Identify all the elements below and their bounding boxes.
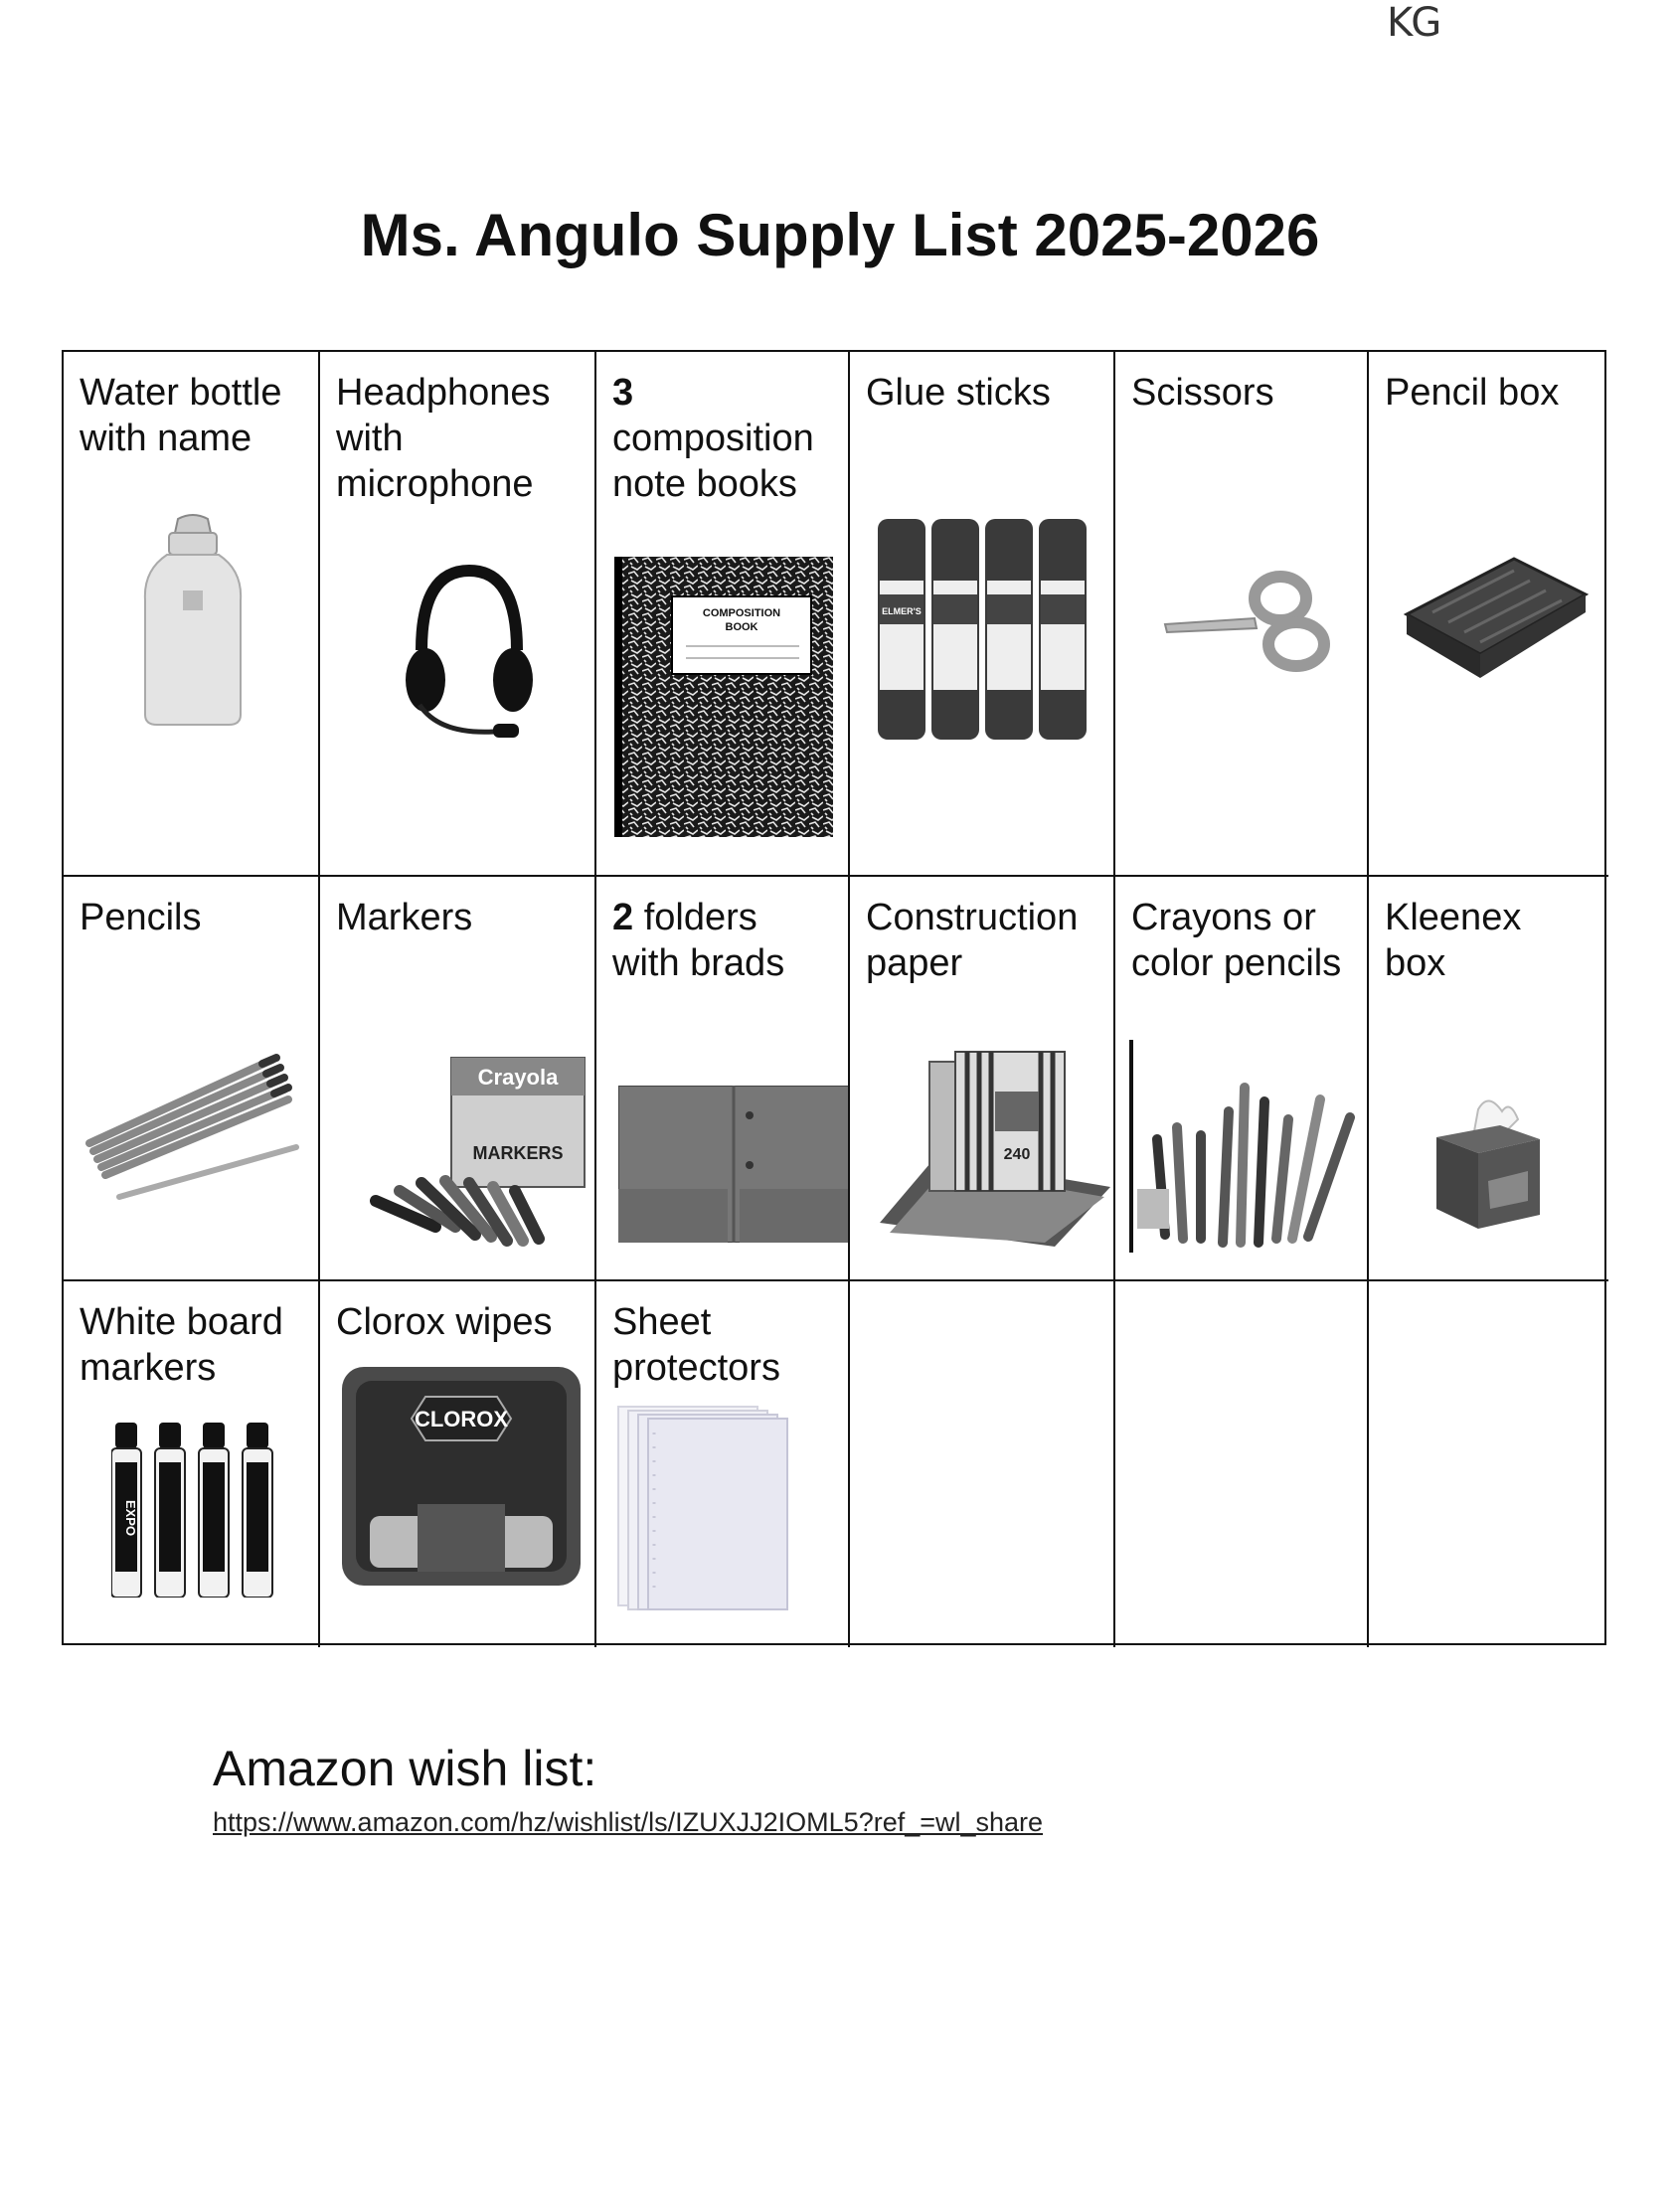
supply-label: Clorox wipes xyxy=(336,1301,553,1343)
supply-label: 3 composition note books xyxy=(612,372,814,505)
supply-cell-water-bottle xyxy=(64,352,320,877)
handwritten-class-note: KG xyxy=(1387,0,1440,46)
supply-cell-empty xyxy=(850,1281,1115,1647)
supply-cell-crayons xyxy=(1115,877,1369,1281)
supply-cell-whiteboard-markers xyxy=(64,1281,320,1647)
pencil-box-icon xyxy=(1397,551,1592,692)
sheet-protectors-icon xyxy=(614,1403,789,1613)
supply-cell-scissors xyxy=(1115,352,1369,877)
tissue-box-icon xyxy=(1428,1092,1548,1231)
crayons-icon xyxy=(1129,1040,1364,1253)
supply-cell-folders xyxy=(596,877,850,1281)
supply-cell-empty xyxy=(1115,1281,1369,1647)
supply-label: Crayons or color pencils xyxy=(1131,897,1342,984)
supply-cell-clorox-wipes xyxy=(320,1281,596,1647)
supply-cell-empty xyxy=(1369,1281,1608,1647)
folder-icon xyxy=(618,1086,849,1243)
supply-cell-glue-sticks xyxy=(850,352,1115,877)
supply-cell-sheet-protectors xyxy=(596,1281,850,1647)
composition-notebook-icon xyxy=(614,557,833,837)
supply-cell-construction-paper xyxy=(850,877,1115,1281)
supply-cell-composition-notebooks xyxy=(596,352,850,877)
supply-grid xyxy=(62,350,1606,1645)
supply-label: Scissors xyxy=(1131,372,1274,414)
markers-icon xyxy=(360,1052,588,1251)
supply-label: Water bottle with name xyxy=(80,372,282,459)
wipes-icon xyxy=(342,1367,581,1586)
amazon-wishlist-link[interactable]: https://www.amazon.com/hz/wishlist/ls/IZUXJJ2IOML5?ref_=wl_share xyxy=(213,1807,1044,1837)
notebook-cover-text: COMPOSITION BOOK xyxy=(702,607,781,633)
supply-cell-kleenex xyxy=(1369,877,1608,1281)
supply-label: Construction paper xyxy=(866,897,1079,984)
supply-label: Markers xyxy=(336,897,473,938)
headphones-icon xyxy=(400,561,539,750)
whiteboard-markers-icon xyxy=(111,1423,282,1598)
page-title: Ms. Angulo Supply List 2025-2026 xyxy=(360,202,1320,268)
supply-cell-pencil-box xyxy=(1369,352,1608,877)
supply-label: Kleenex box xyxy=(1385,897,1522,984)
glue-brand-text: ELMER'S xyxy=(882,606,922,616)
supply-cell-headphones xyxy=(320,352,596,877)
supply-cell-pencils xyxy=(64,877,320,1281)
supply-label: Headphones with microphone xyxy=(336,372,551,505)
water-bottle-icon xyxy=(123,511,262,730)
marker-brand-text: Crayola xyxy=(477,1065,559,1090)
paper-count-text: 240 xyxy=(1003,1146,1031,1163)
pencils-icon xyxy=(84,1052,302,1201)
supply-cell-markers xyxy=(320,877,596,1281)
supply-label: Sheet protectors xyxy=(612,1301,780,1389)
amazon-wishlist-heading: Amazon wish list: xyxy=(213,1741,597,1796)
scissors-icon xyxy=(1163,569,1332,672)
glue-sticks-icon xyxy=(876,519,1089,740)
construction-paper-icon xyxy=(876,1048,1114,1247)
supply-label: Pencil box xyxy=(1385,372,1560,414)
supply-label: Pencils xyxy=(80,897,202,938)
marker-box-text: MARKERS xyxy=(472,1143,564,1163)
wipes-brand-text: CLOROX xyxy=(414,1407,509,1431)
supply-label: 2 folders with brads xyxy=(612,897,785,984)
supply-label: Glue sticks xyxy=(866,372,1051,414)
whiteboard-brand-text: EXPO xyxy=(123,1499,138,1537)
supply-label: White board markers xyxy=(80,1301,283,1389)
